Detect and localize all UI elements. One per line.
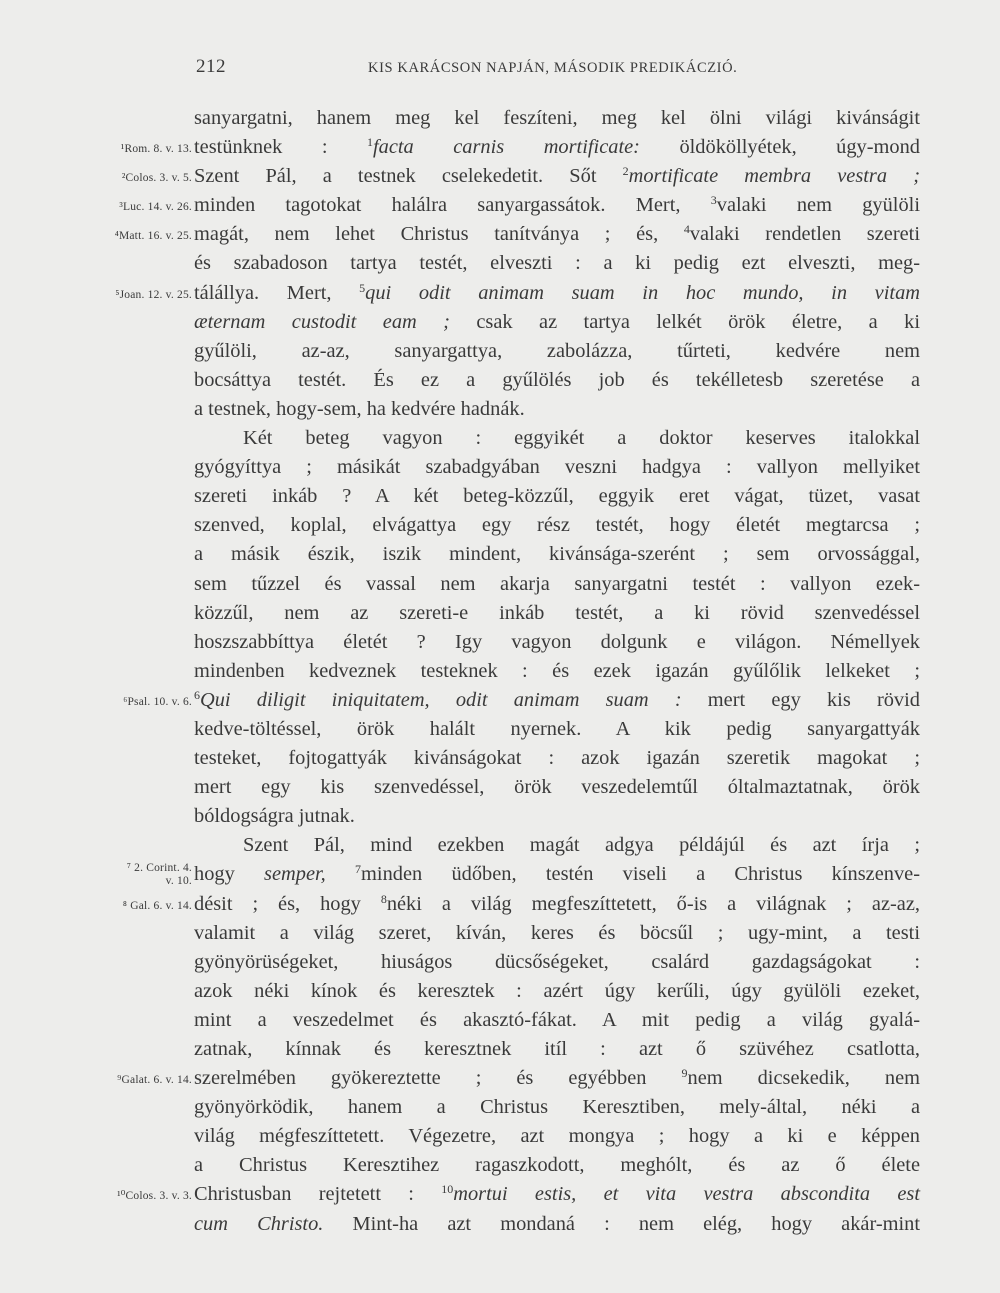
text-line: [0, 453, 1000, 482]
line-text: cum Christo. Mint-ha azt mondaná : nem elég, hogy akár-mint: [194, 1212, 921, 1235]
text-line: [0, 948, 1000, 977]
line-text: magát, nem lehet Christus tanítványa ; és, $^4$valaki rendetlen szereti: [194, 222, 920, 246]
text-line: [0, 279, 1000, 308]
margin-reference: ⁷ 2. Corint. 4. v. 10.: [126, 862, 192, 888]
text-line: [0, 628, 1000, 657]
line-text: Christusban rejtetett : $^{10}$mortui estis, et vita vestra abscondita est: [194, 1182, 921, 1206]
running-head: KIS KARÁCSON NAPJÁN, MÁSODIK PREDIKÁCZIÓ.: [368, 60, 738, 76]
page-header: [196, 56, 946, 86]
text-line: [0, 890, 1000, 919]
line-text: æternam custodit eam ; csak az tartya lelkét örök életre, a ki: [194, 310, 920, 333]
text-line: [0, 1064, 1000, 1093]
margin-reference: ¹Rom. 8. v. 13.: [120, 143, 192, 156]
text-line: [0, 337, 1000, 366]
margin-reference: ⁸ Gal. 6. v. 14.: [122, 899, 192, 912]
text-line: [0, 773, 1000, 802]
line-text: gyönyörködik, hanem a Christus Keresztiben, mely-által, néki a: [194, 1096, 920, 1119]
line-text: mert egy kis szenvedéssel, örök veszedelemtűl óltalmaztatnak, örök: [194, 776, 920, 799]
text-line: [0, 133, 1000, 162]
line-text: szenved, koplal, elvágattya egy rész testét, hogy életét megtarcsa ;: [194, 514, 920, 537]
line-text: Két beteg vagyon : eggyikét a doktor keserves italokkal: [243, 427, 920, 450]
text-line: [0, 686, 1000, 715]
line-text: testeket, fojtogattyák kivánságokat : azok igazán szeretik magokat ;: [194, 747, 920, 770]
line-text: sem tűzzel és vassal nem akarja sanyargatni testét : vallyon ezek-: [194, 572, 920, 595]
line-text: testünknek : $^1$facta carnis mortificate: öldököllyétek, úgy-mond: [194, 135, 920, 159]
text-line: [0, 1180, 1000, 1209]
text-line: [0, 540, 1000, 569]
line-text: hoszszabbíttya életét ? Igy vagyon dolgunk e világon. Némellyek: [194, 630, 920, 653]
line-text: tálállya. Mert, $^5$qui odit animam suam in hoc mundo, in vitam: [194, 280, 920, 304]
line-text: Szent Pál, mind ezekben magát adgya példájúl és azt írja ;: [243, 834, 920, 857]
text-line: [0, 162, 1000, 191]
margin-reference: ⁵Joan. 12. v. 25.: [115, 288, 192, 301]
line-text: $^6$Qui diligit iniquitatem, odit animam suam : mert egy kis rövid: [194, 687, 920, 711]
text-line: [0, 1093, 1000, 1122]
line-text: gyönyörüségeket, hiuságos dücsőségeket, csalárd gazdagságokat :: [194, 950, 920, 973]
margin-reference: ³Luc. 14. v. 26.: [119, 201, 192, 214]
line-text: bóldogságra jutnak.: [194, 805, 355, 828]
text-line: [0, 191, 1000, 220]
margin-reference: ²Colos. 3. v. 5.: [121, 172, 192, 185]
line-text: gyógyíttya ; másikát szabadgyában veszni hadgya : vallyon mellyiket: [194, 456, 920, 479]
line-text: világ mégfeszíttetett. Végezetre, azt mongya ; hogy a ki e képpen: [194, 1125, 920, 1148]
line-text: mint a veszedelmet és akasztó-fákat. A mit pedig a világ gyalá-: [194, 1008, 920, 1031]
margin-reference: ⁴Matt. 16. v. 25.: [114, 230, 192, 243]
text-line: [0, 249, 1000, 278]
line-text: valamit a világ szeret, kíván, keres és böcsűl ; ugy-mint, a testi: [194, 921, 920, 944]
text-line: [0, 1122, 1000, 1151]
text-line: [0, 860, 1000, 889]
text-line: [0, 599, 1000, 628]
line-text: szerelmében gyökereztette ; és egyébben $^9$nem dicsekedik, nem: [194, 1066, 921, 1090]
text-line: [0, 308, 1000, 337]
line-text: gyűlöli, az-az, sanyargattya, zabolázza, tűrteti, kedvére nem: [194, 339, 920, 362]
text-line: [0, 395, 1000, 424]
line-text: bocsáttya testét. És ez a gyűlölés job és tekélletesb szeretése a: [194, 368, 920, 391]
text-line: [0, 366, 1000, 395]
text-line: [0, 482, 1000, 511]
text-line: [0, 104, 1000, 133]
body-text: [0, 104, 1000, 1239]
text-line: [0, 424, 1000, 453]
line-text: és szabadoson tartya testét, elveszti : a ki pedig ezt elveszti, meg-: [194, 252, 920, 275]
line-text: közzűl, nem az szereti-e inkáb testét, a ki rövid szenvedéssel: [194, 601, 920, 624]
line-text: zatnak, kínnak és keresztnek itíl : azt ő szüvéhez csatlotta,: [194, 1038, 920, 1060]
line-text: Szent Pál, a testnek cselekedetit. Sőt $^2$mortificate membra vestra ;: [194, 164, 920, 188]
text-line: [0, 1006, 1000, 1035]
text-line: [0, 511, 1000, 540]
text-line: [0, 802, 1000, 831]
line-text: azok néki kínok és keresztek : azért úgy kerűli, úgy gyülöli ezeket,: [194, 979, 920, 1002]
line-text: minden tagotokat halálra sanyargassátok. Mert, $^3$valaki nem gyülöli: [194, 193, 920, 217]
text-line: [0, 919, 1000, 948]
margin-reference: ⁹Galat. 6. v. 14.: [117, 1074, 192, 1087]
text-line: [0, 220, 1000, 249]
line-text: hogy semper, $^7$minden üdőben, testén viseli a Christus kínszenve-: [194, 862, 920, 886]
line-text: a testnek, hogy-sem, ha kedvére hadnák.: [194, 397, 525, 420]
text-line: [0, 570, 1000, 599]
page-number: 212: [196, 56, 226, 77]
line-text: mindenben kedveznek testeknek : és ezek igazán gyűlőlik lelkeket ;: [194, 659, 920, 682]
line-text: kedve-töltéssel, örök halált nyernek. A kik pedig sanyargattyák: [194, 717, 920, 740]
margin-reference: ¹⁰Colos. 3. v. 3.: [117, 1190, 192, 1203]
text-line: [0, 657, 1000, 686]
line-text: sanyargatni, hanem meg kel feszíteni, meg kel ölni világi kivánságit: [194, 107, 920, 129]
text-line: [0, 977, 1000, 1006]
text-line: [0, 831, 1000, 860]
text-line: [0, 1035, 1000, 1064]
line-text: szereti inkáb ? A két beteg-közzűl, eggyik eret vágat, tüzet, vasat: [194, 485, 920, 508]
text-line: [0, 1210, 1000, 1239]
line-text: désit ; és, hogy $^8$néki a világ megfeszíttetett, ő-is a világnak ; az-az,: [194, 891, 920, 915]
text-line: [0, 1151, 1000, 1180]
margin-reference: ⁶Psal. 10. v. 6.: [123, 695, 192, 708]
line-text: a másik észik, iszik mindent, kivánsága-szerént ; sem orvossággal,: [194, 543, 920, 566]
line-text: a Christus Keresztihez ragaszkodott, meghólt, és az ő élete: [194, 1154, 920, 1177]
text-line: [0, 744, 1000, 773]
text-line: [0, 715, 1000, 744]
